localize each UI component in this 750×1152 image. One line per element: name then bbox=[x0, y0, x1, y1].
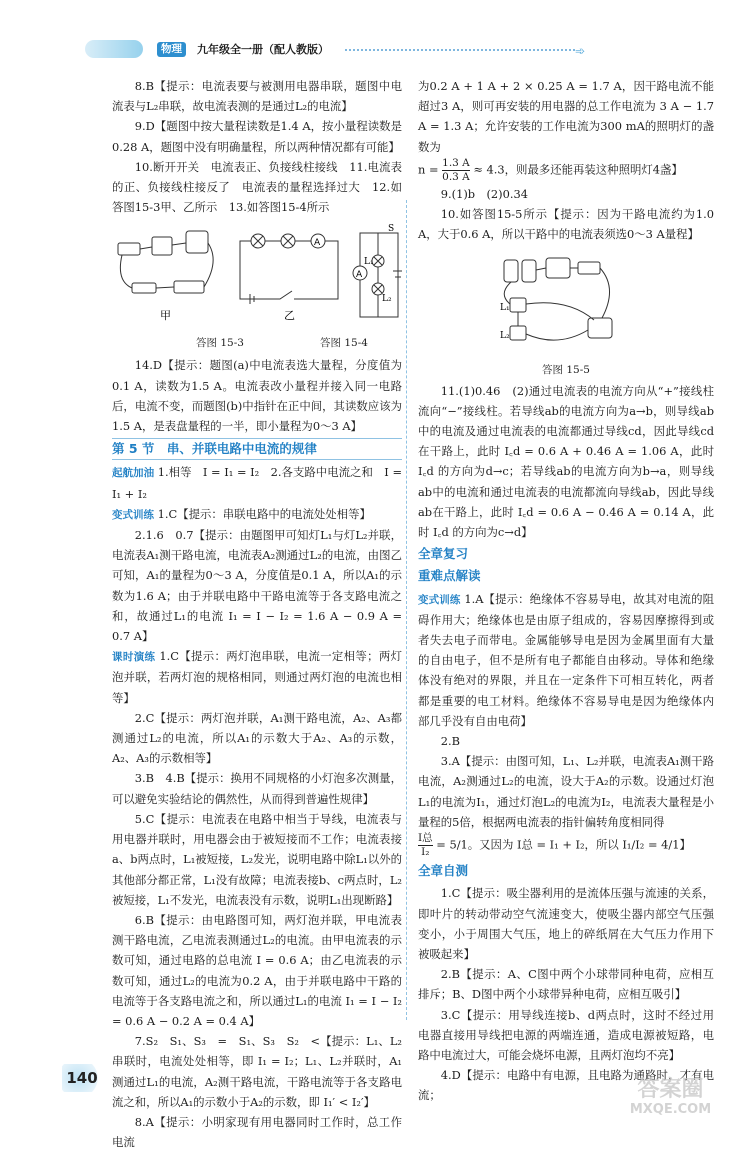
page-header bbox=[95, 38, 615, 64]
ammeter-label: A bbox=[314, 238, 321, 249]
answer-8-continued: 为0.2 A + 1 A + 2 × 0.25 A = 1.7 A，因干路电流不能超过3 A，则可再安装的用电器的总工作电流为 3 A − 1.7 A = 1.3 A；允许安装的工作电流为300 mA的照明灯的盏数为 bbox=[418, 79, 714, 154]
fraction bbox=[418, 832, 433, 859]
answer-10-13: 10.断开开关 电流表正、负接线柱接线 11.电流表的正、负接线柱接反了 电流表的量程选择过大 12.如答图15-3甲、乙所示 13.如答图15-4所示 bbox=[112, 159, 402, 215]
keshi-answer-3-4: 3.B 4.B【提示：换用不同规格的小灯泡多次测量，可以避免实验结论的偶然性，从而得到普遍性规律】 bbox=[112, 771, 402, 806]
figure-caption-15-3: 答图 15-3 bbox=[196, 337, 244, 350]
result-text: ≈ 4.3，则最多还能再装这种照明灯4盏】 bbox=[473, 162, 683, 177]
self-test-answer-2: 2.B【提示：A、C图中两个小球带同种电荷，应相互排斥；B、D图中两个小球带异种电荷，应相互吸引】 bbox=[418, 967, 714, 1002]
answer-9: 9.(1)b (2)0.34 bbox=[440, 186, 528, 201]
circuit-diagrams bbox=[112, 221, 402, 333]
keshi-answer-5: 5.C【提示：电流表在电路中相当于导线，电流表与用电器并联时，用电器会由于被短接而不工作；电流表接a、b两点时，L₁被短接，L₂发光，说明电路中除L₁以外的其他部分都正常，L₁没有故障；电流表接b、c两点时，L₂被短接，L₁不发光，电流表没有示数，说明L₁出现断路】 bbox=[112, 811, 402, 907]
answer-8: 8.B【提示：电流表要与被测用电器串联，题图中电流表与L₂串联，故电流表测的是通过L₂的电流】 bbox=[112, 79, 402, 114]
keshi-answer-6: 6.B【提示：由电路图可知，两灯泡并联，甲电流表测干路电流，乙电流表测通过L₂的电流。由甲电流表的示数可知，通过电路的总电流 I = 0.6 A；由乙电流表的示数可知，通过L₂的电流为0.2 A，由于并联电路中干路的电流等于各支路电流之和，所以通过L₁的电流 I₁ = I − I₂ = 0.6 A − 0.2 A = 0.4 A】 bbox=[112, 912, 402, 1028]
figure-caption-15-4: 答图 15-4 bbox=[320, 337, 368, 350]
switch-device-icon bbox=[578, 262, 600, 274]
header-decoration bbox=[85, 40, 143, 58]
fraction-denominator: I₂ bbox=[421, 846, 430, 859]
answer-8-result bbox=[418, 157, 714, 184]
subject-badge: 物理 bbox=[157, 42, 186, 57]
switch-label: S bbox=[388, 224, 395, 235]
ammeter-label: A bbox=[356, 270, 363, 281]
keshi-answer-7: 7.S₂ S₁、S₃ = S₁、S₃ S₂ <【提示：L₁、L₂串联时，电流处处相等，即 I₁ = I₂；L₁、L₂并联时，A₁测通过L₁的电流，A₂测干路电流，干路电流等于各支路电流之和，所以A₁的示数小于A₂的示数，即 I₁′ < I₂′】 bbox=[112, 1034, 402, 1109]
tag-qihang: 起航加油 bbox=[112, 467, 155, 480]
key-points-title: 重难点解读 bbox=[418, 568, 481, 584]
lamp-l2-label: L₂ bbox=[500, 331, 510, 342]
battery-icon bbox=[174, 281, 204, 293]
switch-device-icon bbox=[132, 283, 156, 293]
lamp-l2-holder-icon bbox=[510, 326, 526, 340]
fraction-numerator: 1.3 A bbox=[442, 156, 470, 169]
self-test-answer-3: 3.C【提示：用导线连接b、d两点时，这时不经过用电器直接用导线把电源的两端连通，造成电源被短路，电路中电流过大，可能会烧坏电源，且两灯泡均不亮】 bbox=[418, 1007, 714, 1062]
equation-text: = 5/1。又因为 I总 = I₁ + I₂，所以 bbox=[436, 837, 619, 852]
header-dotted-line bbox=[345, 49, 575, 51]
battery-icon bbox=[504, 260, 518, 282]
watermark bbox=[598, 1078, 743, 1120]
review-answer-1: 1.A【提示：绝缘体不容易导电，故其对电流的阻碍作用大；绝缘体也是由原子组成的，容易因摩擦得到或者失去电子而带电。金属能够导电是因为金属里面有大量的自由电子，但不是所有电子都能自由移动。导体和绝缘体没有绝对的界限，并且在一定条件下可相互转化，两者都是重要的电工材料。绝缘体不容易导电是因为绝缘体内部几乎没有自由电荷】 bbox=[418, 591, 714, 728]
answer-10: 10.如答图15-5所示【提示：因为干路电流约为1.0 A，大于0.6 A，所以干路中的电流表须选0～3 A量程】 bbox=[418, 207, 714, 242]
ammeter-device-icon bbox=[546, 258, 570, 278]
answer-11: 11.(1)0.46 (2)通过电流表的电流方向从“+”接线柱流向“−”接线柱。若导线ab的电流方向为a→b，则导线ab中的电流及通过电流表的电流都通过导线cd，因此导线cd在干路上，此时 I꜀d = 0.6 A + 0.46 A = 1.06 A，此时 I꜀d 的方向为d→c；若导线ab的电流方向为b→a，则导线ab中的电流和通过电流表的电流都流向导线ab，因此导线ab在干路上，此时 I꜀d = 0.6 A − 0.46 A = 0.14 A，此时 I꜀d 的方向为c→d】 bbox=[418, 383, 714, 540]
column-divider bbox=[406, 200, 407, 1020]
keshi-answer-2: 2.C【提示：两灯泡并联，A₁测干路电流，A₂、A₃都测通过L₂的电流，所以A₁的示数大于A₂、A₃的示数，A₂、A₃的示数相等】 bbox=[112, 710, 402, 766]
figure-label-jia: 甲 bbox=[160, 309, 171, 323]
chapter-review-title: 全章复习 bbox=[418, 546, 469, 562]
figure-label-yi: 乙 bbox=[284, 309, 295, 323]
fraction-numerator: I总 bbox=[418, 832, 433, 845]
fraction-denominator: 0.3 A bbox=[442, 170, 470, 183]
fraction bbox=[442, 157, 470, 184]
ammeter-device-icon bbox=[186, 231, 208, 253]
n-equals: n = bbox=[418, 162, 439, 177]
keshi-answer-1: 1.C【提示：两灯泡串联，电流一定相等；两灯泡并联，若两灯泡的规格相同，则通过两灯泡的电流也相等】 bbox=[112, 649, 403, 705]
equation-result: I₁/I₂ = 4/1】 bbox=[622, 837, 691, 852]
review-answer-3: 3.A【提示：由图可知，L₁、L₂并联，电流表A₁测干路电流，A₂测通过L₂的电流，设大于A₂的示数。设通过灯泡L₁的电流为I₁，通过灯泡L₂的电流为I₂，电流表大量程是小量程的5倍，根据两电流表的指针偏转角度相同得 bbox=[418, 754, 714, 829]
page-number: 140 bbox=[62, 1064, 102, 1092]
figure-caption-15-5: 答图 15-5 bbox=[542, 364, 590, 377]
lamp-holder-icon bbox=[152, 237, 172, 255]
lamp-l1-label: L₁ bbox=[364, 257, 374, 268]
figure-15-5 bbox=[418, 248, 714, 356]
tag-keshi: 课时演练 bbox=[112, 651, 156, 664]
watermark-line1: 答案圈 bbox=[637, 1077, 704, 1102]
self-test-answer-4: 4.D【提示：电路中有电源，且电路为通路时，才有电流； bbox=[418, 1068, 714, 1103]
arrow-icon: ➾ bbox=[575, 44, 586, 58]
lamp-l1-holder-icon bbox=[510, 298, 526, 312]
figure-15-3-15-4 bbox=[112, 221, 402, 333]
self-test-answer-1: 1.C【提示：吸尘器利用的是流体压强与流速的关系，即叶片的转动带动空气流速变大，使吸尘器内部空气压强变小，小于周围大气压，地上的碎纸屑在大气压力作用下被吸起来】 bbox=[418, 886, 714, 961]
section-title: 第 5 节 串、并联电路中电流的规律 bbox=[112, 438, 402, 460]
left-column bbox=[112, 76, 402, 1152]
battery-icon bbox=[522, 260, 536, 282]
circuit-diagram-15-5 bbox=[418, 248, 714, 356]
keshi-answer-8: 8.A【提示：小明家现有用电器同时工作时，总工作电流 bbox=[112, 1114, 402, 1150]
right-column bbox=[418, 76, 714, 1106]
qihang-answers: 1.相等 I = I₁ = I₂ 2.各支路中电流之和 I = I₁ + I₂ bbox=[112, 465, 403, 501]
review-answer-3-equation bbox=[418, 832, 714, 859]
answer-14: 14.D【提示：题图(a)中电流表选大量程，分度值为0.1 A，读数为1.5 A。电流表改小量程并接入同一电路后，电流不变，而题图(b)中指针在正中间，其读数应该为1.5 A，是表盘量程的一半，即小量程为0～3 A】 bbox=[112, 358, 402, 434]
lamp-l1-label: L₁ bbox=[500, 303, 510, 314]
lamp-holder-icon bbox=[118, 243, 140, 255]
book-title: 九年级全一册（配人教版） bbox=[197, 43, 329, 56]
bianshi-answer-1: 1.C【提示：串联电路中的电流处处相等】 bbox=[157, 506, 371, 521]
answer-9: 9.D【题图中按大量程读数是1.4 A，按小量程读数是0.28 A，题图中没有明确量程，所以两种情况都有可能】 bbox=[112, 119, 402, 154]
review-answer-2: 2.B bbox=[440, 734, 461, 749]
ammeter-device-icon bbox=[588, 318, 612, 338]
answer-2: 2.1.6 0.7【提示：由题图甲可知灯L₁与灯L₂并联，电流表A₁测干路电流，电流表A₂测通过L₂的电流，由图乙可知，A₁的量程为0～3 A，分度值是0.1 A，所以A₁的示数为1.6 A；由于并联电路中干路电流等于各支路电流之和，故通过L₁的电流 I₁ = I − I₂ = 1.6 A − 0.9 A = 0.7 A】 bbox=[112, 528, 402, 644]
figure-captions bbox=[112, 337, 402, 355]
self-test-title: 全章自测 bbox=[418, 863, 469, 879]
tag-bianshi: 变式训练 bbox=[112, 508, 154, 521]
tag-bianshi: 变式训练 bbox=[418, 593, 461, 606]
lamp-l2-label: L₂ bbox=[382, 294, 392, 305]
watermark-line2: MXQE.COM bbox=[629, 1102, 712, 1117]
